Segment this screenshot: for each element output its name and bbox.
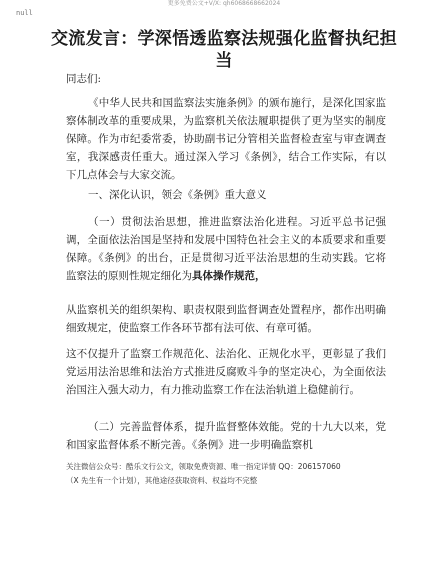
paragraph-subsection-2: （二）完善监督体系，提升监督整体效能。党的十九大以来，党和国家监督体系不断完善。《条例》进一步明确监察机 <box>66 421 386 451</box>
paragraph-subsection-1 <box>66 213 386 285</box>
footer-line-2: （X 先生有一个计划），其他途径获取资料、权益均不完整 <box>66 476 258 485</box>
section-heading-1: 一、深化认识，领会《条例》重大意义 <box>88 189 267 201</box>
paragraph-significance: 这不仅提升了监察工作规范化、法治化、正规化水平，更彰显了我们党运用法治思维和法治方式推进反腐败斗争的坚定决心，为全面依法治国注入强大动力，有力推动监察工作在法治轨道上稳健前行。 <box>66 348 386 396</box>
paragraph-intro: 《中华人民共和国监察法实施条例》的颁布施行，是深化国家监察体制改革的重要成果，为监察机关依法履职提供了更为坚实的制度保障。作为市纪委常委，协助副书记分管相关监督检查室与审查调查室，我深感责任重大。通过深入学习《条例》，结合工作实际，有以下几点体会与大家交流。 <box>66 97 386 181</box>
footer-line-1: 关注微信公众号：酷乐文行公文，领取免费资源、唯一指定详情 QQ：206157060 <box>66 462 341 471</box>
paragraph-framework: 从监察机关的组织架构、职责权限到监督调查处置程序，都作出明确细致规定，使监察工作各环节都有法可依、有章可循。 <box>66 304 386 334</box>
greeting: 同志们: <box>66 73 102 85</box>
document-title: 交流发言：学深悟透监察法规强化监督执纪担当 <box>51 29 397 71</box>
paragraph-subsection-1-text: （一）贯彻法治思想，推进监察法治化进程。习近平总书记强调，全面依法治国是坚持和发展中国特色社会主义的本质要求和重要保障。《条例》的出台，正是贯彻习近平法治思想的生动实践。它将监察法的原则性规定细化为 <box>66 216 386 282</box>
corner-label: null <box>16 9 33 17</box>
emphasis-text: 具体操作规范， <box>192 270 266 282</box>
top-watermark-note: 更多免费公文+V/X: qh6068668662024 <box>167 0 281 7</box>
